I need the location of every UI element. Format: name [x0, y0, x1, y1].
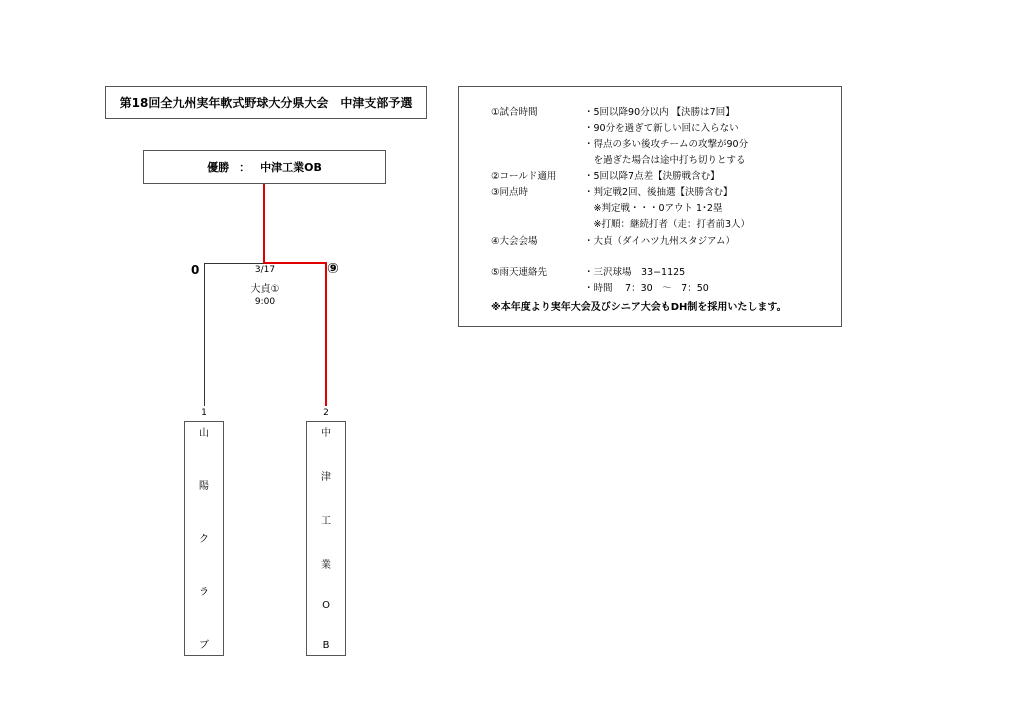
bracket-line-loser-h	[204, 263, 264, 264]
seed-1: 1	[201, 408, 207, 418]
champion-label: 優勝	[207, 161, 230, 174]
info-text: ※打順：継続打者（走：打者前3人）	[584, 219, 751, 230]
match-date: 3/17	[254, 265, 276, 275]
team-char: 山	[199, 428, 209, 439]
info-label: ③同点時	[491, 187, 529, 198]
info-text: を過ぎた場合は途中打ち切りとする	[584, 155, 746, 166]
info-row	[491, 168, 720, 182]
info-label: ②コールド適用	[491, 171, 557, 182]
score-left: 0	[191, 263, 200, 277]
champion-team: 中津工業OB	[260, 161, 322, 174]
team-char: ブ	[199, 640, 209, 651]
info-text: ・時間 7：30 ～ 7：50	[584, 283, 709, 294]
info-label: ①試合時間	[491, 107, 538, 118]
info-text: ※判定戦・・・0アウト 1･2塁	[584, 203, 723, 214]
match-time: 9:00	[254, 297, 276, 307]
info-row	[491, 184, 733, 198]
info-text: ・判定戦2回、後抽選【決勝含む】	[584, 187, 733, 198]
team-char: 中	[321, 428, 331, 439]
match-venue: 大貞①	[250, 284, 280, 295]
info-label: ④大会会場	[491, 236, 538, 247]
team-char: ク	[199, 534, 209, 545]
rules-info-box	[458, 86, 842, 327]
info-text: ・得点の多い後攻チームの攻撃が90分	[584, 139, 749, 150]
info-row	[491, 216, 750, 230]
score-right: ⑨	[327, 261, 339, 277]
team-char: 工	[321, 516, 331, 527]
info-row	[491, 120, 739, 134]
info-text: ・三沢球場 33−1125	[584, 267, 686, 278]
info-text: ・90分を過ぎて新しい回に入らない	[584, 123, 739, 134]
team-char: 陽	[199, 481, 209, 492]
team-char: O	[322, 600, 330, 611]
dh-rule-note: ※本年度より実年大会及びシニア大会もDH制を採用いたします。	[491, 302, 787, 313]
info-row	[491, 104, 735, 118]
info-row	[491, 200, 722, 214]
team-box-sanyo-club	[184, 421, 224, 656]
bracket-line-winner-h	[263, 262, 327, 264]
tournament-title: 第18回全九州実年軟式野球大分県大会 中津支部予選	[105, 86, 427, 119]
info-text: ・大貞（ダイハツ九州スタジアム）	[584, 236, 735, 247]
bracket-line-final	[263, 184, 265, 264]
team-char: B	[322, 640, 330, 651]
info-label: ⑤雨天連絡先	[491, 267, 548, 278]
seed-2: 2	[323, 408, 329, 418]
bracket-line-loser-v	[204, 263, 205, 406]
info-row	[491, 136, 748, 150]
info-text: ・5回以降7点差【決勝戦含む】	[584, 171, 720, 182]
team-box-nakatsu-kogyo-ob	[306, 421, 346, 656]
team-char: ラ	[199, 587, 209, 598]
bracket-line-winner-v	[325, 262, 327, 406]
info-text: ・5回以降90分以内 【決勝は7回】	[584, 107, 735, 118]
team-char: 津	[321, 472, 331, 483]
info-row	[491, 233, 735, 247]
info-row	[491, 280, 709, 294]
champion-box	[143, 150, 386, 184]
info-row	[491, 264, 685, 278]
champion-separator: ：	[239, 161, 251, 174]
info-row	[491, 152, 746, 166]
team-char: 業	[321, 560, 331, 571]
